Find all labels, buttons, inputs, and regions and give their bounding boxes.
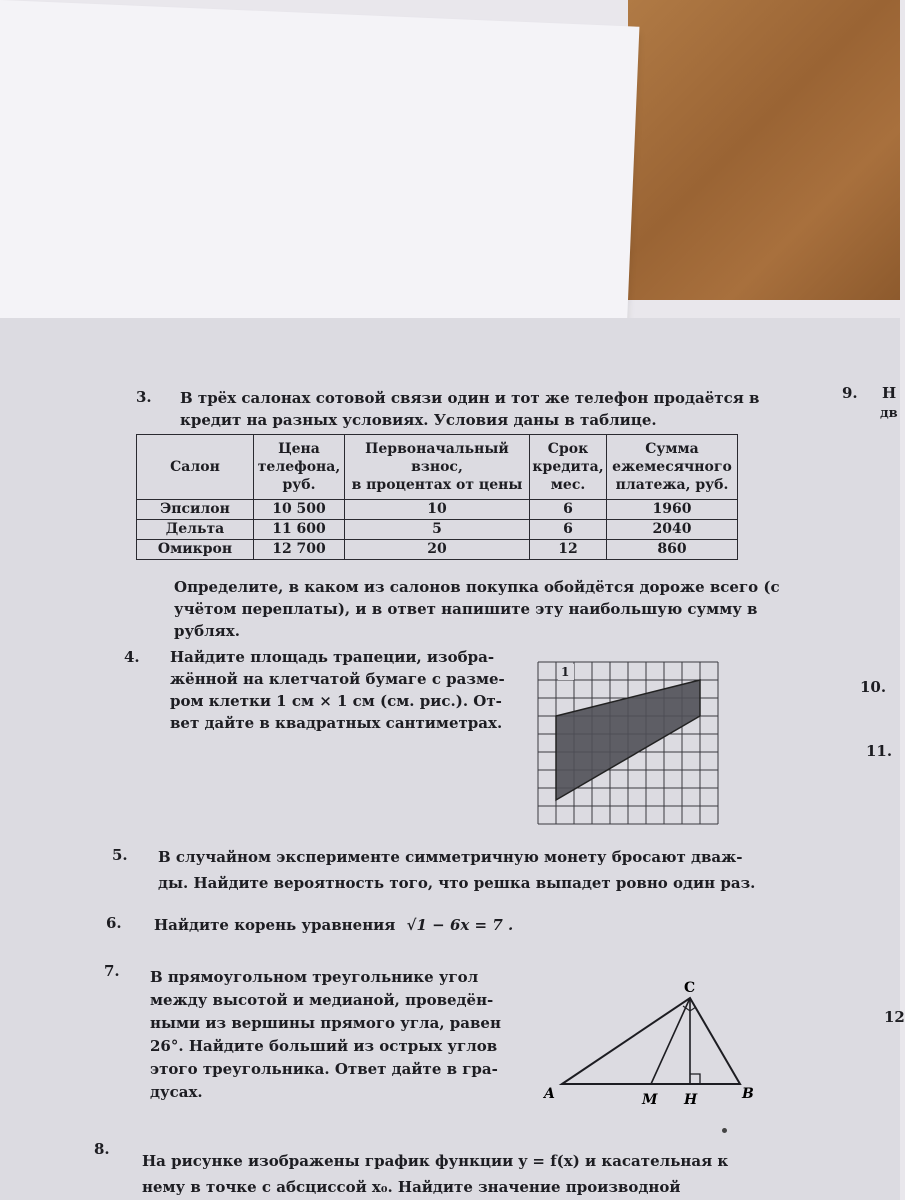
header-term-line-1: Срок [547,441,589,457]
problem-4-line-2: жённой на клетчатой бумаге с разме- [170,670,505,688]
header-down-payment-line-2: взнос, [411,459,463,475]
problem-4-line-3: ром клетки 1 см × 1 см (см. рис.). От- [170,692,502,710]
table-row [137,500,738,520]
header-monthly-payment [607,435,738,500]
problem-7-line-5: этого треугольника. Ответ дайте в гра- [150,1060,498,1078]
trapezoid-grid-figure [536,660,726,828]
salon-name: Дельта [137,520,254,540]
down-payment-percent: 20 [345,540,530,560]
down-payment-percent: 10 [345,500,530,520]
problem-7-number: 7. [104,962,120,980]
right-problem-9-text-2: дв [880,406,898,421]
header-monthly-line-3: платежа, руб. [615,477,729,493]
credit-term: 12 [530,540,607,560]
problem-6-prompt: Найдите корень уравнения [154,916,396,934]
header-term [530,435,607,500]
problem-3-after-line-1: Определите, в каком из салонов покупка обойдётся дороже всего (с [174,578,780,596]
label-h: H [684,1092,698,1108]
header-price-line-3: руб. [282,477,316,493]
right-problem-11-number: 11. [866,742,893,760]
monthly-payment: 2040 [607,520,738,540]
label-b: B [742,1086,754,1102]
phone-price: 12 700 [254,540,345,560]
problem-7-line-1: В прямоугольном треугольнике угол [150,968,479,986]
right-problem-9-number: 9. [842,384,858,402]
problem-3-after-line-2: учётом переплаты), и в ответ напишите эту наибольшую сумму в [174,600,758,618]
phone-price: 11 600 [254,520,345,540]
triangle-abc [562,998,740,1084]
header-price [254,435,345,500]
header-monthly-line-1: Сумма [645,441,699,457]
problem-5-line-2: ды. Найдите вероятность того, что решка выпадет ровно один раз. [158,874,756,892]
problem-7-line-3: ными из вершины прямого угла, равен [150,1014,501,1032]
header-salon-line: Салон [170,459,220,475]
problem-6-text [154,914,513,936]
label-m: M [642,1092,658,1108]
problem-5-number: 5. [112,846,128,864]
table-row [137,520,738,540]
problem-8-number: 8. [94,1140,110,1158]
label-a: A [544,1086,555,1102]
problem-4-line-1: Найдите площадь трапеции, изобра- [170,648,495,666]
monthly-payment: 1960 [607,500,738,520]
problem-6-equation: √1 − 6x = 7 . [406,916,514,934]
salon-name: Эпсилон [137,500,254,520]
page-mark-dot [722,1128,727,1133]
label-c: C [684,980,696,996]
credit-conditions-table [136,434,738,560]
right-triangle-figure [540,980,770,1110]
header-down-payment-line-1: Первоначальный [365,441,509,457]
right-problem-12-number: 12 [884,1008,905,1026]
problem-7-line-2: между высотой и медианой, проведён- [150,991,494,1009]
problem-8-line-1: На рисунке изображены график функции y = f(x) и касательная к [142,1152,729,1170]
header-price-line-1: Цена [278,441,320,457]
header-down-payment-line-3: в процентах от цены [351,477,523,493]
salon-name: Омикрон [137,540,254,560]
grid-scale-label: 1 [561,665,570,679]
header-price-line-2: телефона, [257,459,341,475]
monthly-payment: 860 [607,540,738,560]
header-monthly-line-2: ежемесячного [612,459,732,475]
header-salon [137,435,254,500]
header-term-line-2: кредита, [532,459,604,475]
problem-4-number: 4. [124,648,140,666]
header-term-line-3: мес. [550,477,586,493]
credit-term: 6 [530,500,607,520]
wooden-desk-background [628,0,900,300]
problem-3-line-2: кредит на разных условиях. Условия даны в таблице. [180,411,657,429]
problem-5-line-1: В случайном эксперименте симметричную монету бросают дваж‑ [158,848,743,866]
problem-3-after-line-3: рублях. [174,622,240,640]
problem-3-number: 3. [136,388,152,406]
problem-8-line-2: нему в точке с абсциссой x₀. Найдите значение производной [142,1178,681,1196]
table-header-row [137,435,738,500]
table-row [137,540,738,560]
header-down-payment [345,435,530,500]
problem-4-line-4: вет дайте в квадратных сантиметрах. [170,714,503,732]
right-problem-9-text: Н [882,384,897,402]
problem-7-line-6: дусах. [150,1083,203,1101]
right-problem-10-number: 10. [860,678,887,696]
problem-7-line-4: 26°. Найдите больший из острых углов [150,1037,498,1055]
problem-3-line-1: В трёх салонах сотовой связи один и тот же телефон продаётся в [180,389,760,407]
problem-6-number: 6. [106,914,122,932]
right-angle-mark-h [690,1074,700,1084]
down-payment-percent: 5 [345,520,530,540]
phone-price: 10 500 [254,500,345,520]
credit-term: 6 [530,520,607,540]
